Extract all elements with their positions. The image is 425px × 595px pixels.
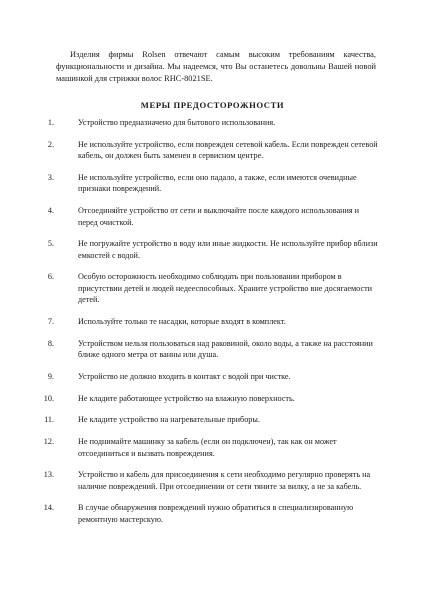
item-number: 4.	[47, 206, 54, 216]
item-number: 11.	[44, 415, 54, 425]
intro-paragraph: Изделия фирмы Rolsen отвечают самым высоким требованиям качества, функциональности и дизайна. Мы надеемся, что Вы останетесь довольны Вашей новой машинкой для стрижки волос RHC-8021SE.	[56, 50, 376, 84]
item-text: Используйте только те насадки, которые входят в комплект.	[78, 317, 286, 327]
item-text: Не поднимайте машинку за кабель (если он подключен), так как он может отсоединиться и вызвать повреждения.	[78, 437, 337, 458]
item-number: 14.	[43, 503, 54, 513]
item-text: Устройство не должно входить в контакт с водой при чистке.	[78, 372, 291, 381]
list-item	[34, 338, 379, 361]
item-number: 2.	[47, 139, 54, 149]
item-number: 3.	[47, 172, 54, 182]
precautions-list	[34, 117, 379, 536]
item-number: 5.	[47, 239, 54, 249]
item-number: 1.	[47, 118, 54, 127]
list-item	[34, 371, 379, 383]
item-text: Отсоединяйте устройство от сети и выключайте после каждого использования и перед очисткой.	[78, 206, 360, 227]
section-heading: МЕРЫ ПРЕДОСТОРОЖНОСТИ	[140, 100, 285, 110]
item-text: Не используйте устройство, если оно падало, а также, если имеются очевидные признаки повреждений.	[78, 172, 357, 194]
list-item	[34, 316, 379, 328]
item-text: Устройство и кабель для присоединения к сети необходимо регулярно проверять на наличие повреждений. При отсоединении от сети тяните за вилку, а не за кабель.	[78, 470, 371, 491]
item-number: 6.	[47, 272, 54, 282]
list-item	[34, 139, 379, 162]
item-number: 13.	[43, 470, 54, 480]
item-text: Не погружайте устройство в воду или иные жидкости. Не используйте прибор вблизи емкостей с водой.	[78, 239, 378, 260]
list-item	[34, 271, 379, 306]
list-item	[34, 172, 379, 195]
list-item	[34, 414, 379, 426]
item-number: 10.	[43, 393, 54, 403]
item-number: 9.	[47, 372, 54, 381]
item-number: 8.	[47, 338, 54, 348]
item-text: Не кладите устройство на нагревательные приборы.	[78, 415, 260, 425]
list-item	[34, 393, 379, 405]
item-text: Особую осторожность необходимо соблюдать при пользовании прибором в присутствии детей и людей недееспособных. Храните устройство вне досягаемости детей.	[78, 272, 373, 305]
list-item	[34, 469, 379, 492]
item-number: 7.	[47, 317, 54, 327]
list-item	[34, 436, 379, 459]
list-item	[34, 117, 379, 129]
item-text: В случае обнаружения повреждений нужно обратиться в специализированную ремонтную мастерскую.	[78, 503, 354, 524]
list-item	[34, 238, 379, 261]
item-text: Устройство предназначено для бытового использования.	[78, 118, 276, 127]
list-item	[34, 205, 379, 228]
item-number: 12.	[43, 437, 54, 447]
item-text: Не кладите работающее устройство на влажную поверхность.	[78, 393, 295, 403]
list-item	[34, 502, 379, 525]
item-text: Устройством нельзя пользоваться над раковиной, около воды, а также на расстоянии ближе одного метра от ванны или душа.	[78, 338, 373, 360]
item-text: Не используйте устройство, если поврежден сетевой кабель. Если поврежден сетевой кабель, он должен быть заменен в сервисном центре.	[78, 139, 378, 161]
